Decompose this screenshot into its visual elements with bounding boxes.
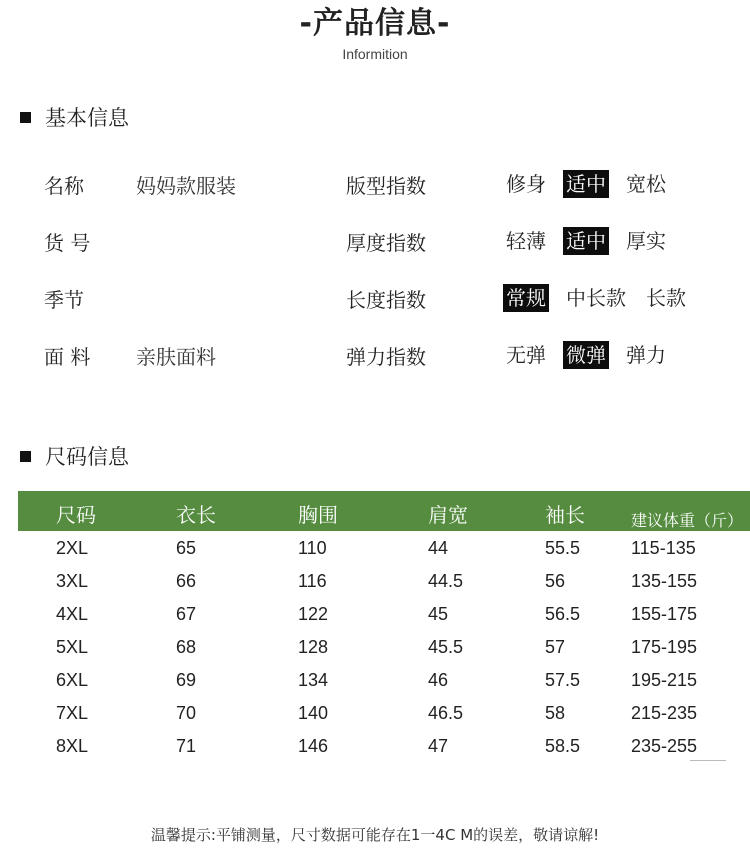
basic-info-heading-text: 基本信息 [45,106,129,130]
info-label: 季节 [44,288,84,312]
info-row [44,170,744,227]
table-cell: 175-195 [631,637,698,657]
column-header-length: 衣长 [176,503,216,527]
info-label: 面 料 [44,345,91,369]
table-cell: 44.5 [428,571,464,591]
table-cell: 57.5 [545,670,581,690]
square-bullet-icon [20,451,31,462]
table-cell: 146 [298,736,329,756]
table-row [18,630,750,663]
table-cell: 66 [176,571,197,591]
divider [690,760,726,761]
table-cell: 58.5 [545,736,581,756]
basic-info-grid [44,170,744,398]
index-options [503,170,683,198]
index-label: 长度指数 [346,288,426,312]
size-table-body [18,531,750,762]
index-option: 弹力 [626,343,666,367]
index-label: 厚度指数 [346,231,426,255]
table-cell: 56.5 [545,604,581,624]
info-label: 货 号 [44,231,91,255]
square-bullet-icon [20,112,31,123]
table-cell: 58 [545,703,566,723]
table-cell: 115-135 [631,538,696,558]
table-cell: 45 [428,604,449,624]
index-options [503,284,703,312]
info-value: 妈妈款服装 [136,174,236,198]
table-cell: 65 [176,538,197,558]
basic-info-heading [20,102,129,132]
table-cell: 45.5 [428,637,464,657]
table-cell: 155-175 [631,604,698,624]
table-cell: 3XL [56,571,89,591]
table-cell: 195-215 [631,670,698,690]
size-table-header [18,491,750,531]
index-label: 版型指数 [346,174,426,198]
table-cell: 71 [176,736,197,756]
table-cell: 46.5 [428,703,464,723]
table-cell: 67 [176,604,197,624]
table-cell: 5XL [56,637,89,657]
index-label: 弹力指数 [346,345,426,369]
table-cell: 6XL [56,670,89,690]
page-subtitle: Informition [342,46,408,62]
table-cell: 235-255 [631,736,698,756]
table-row [18,564,750,597]
table-cell: 2XL [56,538,89,558]
index-option-selected: 适中 [563,227,609,255]
index-option: 轻薄 [506,229,546,253]
index-option-selected: 微弹 [563,341,609,369]
index-option: 修身 [506,172,546,196]
table-row [18,663,750,696]
table-cell: 7XL [56,703,89,723]
index-option-selected: 适中 [563,170,609,198]
info-label: 名称 [44,174,84,198]
info-row [44,284,744,341]
table-cell: 55.5 [545,538,581,558]
table-cell: 4XL [56,604,89,624]
table-row [18,531,750,564]
info-row [44,227,744,284]
table-cell: 135-155 [631,571,698,591]
table-cell: 46 [428,670,449,690]
table-cell: 70 [176,703,197,723]
table-cell: 8XL [56,736,89,756]
table-cell: 134 [298,670,329,690]
index-option: 长款 [646,286,686,310]
size-info-heading-text: 尺码信息 [45,445,129,469]
table-cell: 110 [298,538,327,558]
footer-note: 温馨提示:平铺测量，尺寸数据可能存在1一4C M的误差，敬请谅解! [150,826,600,844]
table-cell: 122 [298,604,329,624]
index-option: 宽松 [626,172,666,196]
size-table [18,491,750,762]
table-cell: 116 [298,571,327,591]
table-cell: 140 [298,703,329,723]
table-cell: 68 [176,637,197,657]
column-header-weight: 建议体重（斤） [631,511,744,530]
size-info-heading [20,441,129,471]
index-option: 中长款 [566,286,626,310]
table-cell: 215-235 [631,703,698,723]
table-cell: 69 [176,670,197,690]
column-header-chest: 胸围 [298,503,338,527]
page-header [0,4,750,62]
index-options [503,341,683,369]
column-header-shoulder: 肩宽 [428,503,468,527]
table-row [18,696,750,729]
index-options [503,227,683,255]
table-cell: 56 [545,571,566,591]
page-title: -产品信息- [299,6,451,41]
column-header-size: 尺码 [56,503,96,527]
info-value: 亲肤面料 [136,345,216,369]
table-row [18,597,750,630]
table-row [18,729,750,762]
index-option: 厚实 [626,229,666,253]
table-cell: 44 [428,538,449,558]
index-option: 无弹 [506,343,546,367]
table-cell: 57 [545,637,566,657]
table-cell: 128 [298,637,329,657]
column-header-sleeve: 袖长 [545,503,585,527]
info-row [44,341,744,398]
table-cell: 47 [428,736,449,756]
index-option-selected: 常规 [503,284,549,312]
